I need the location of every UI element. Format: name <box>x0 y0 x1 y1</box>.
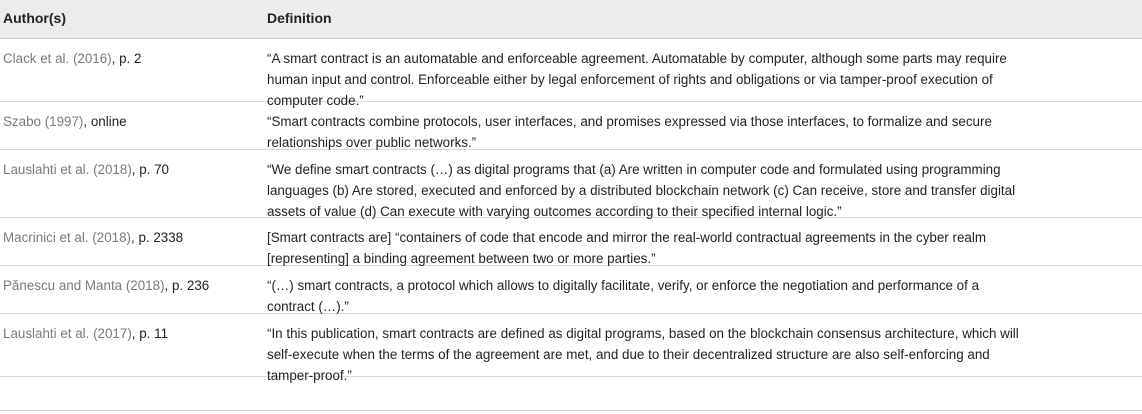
definition-line: [Smart contracts are] “containers of code that encode and mirror the real-world contractual agreements in the cyber realm <box>267 230 986 245</box>
definition-line: assets of value (d) Can execute with varying outcomes according to their specified internal logic.” <box>267 204 842 219</box>
definition-line: “Smart contracts combine protocols, user interfaces, and promises expressed via those interfaces, to formalize and secure <box>267 114 992 129</box>
author-page-ref: , p. 70 <box>131 162 170 177</box>
definition-line: tamper-proof.” <box>267 368 352 383</box>
table-row <box>0 150 1142 218</box>
author-citation-link[interactable]: Lauslahti et al. (2018) <box>3 162 132 177</box>
definition-cell <box>267 159 1137 222</box>
definition-line: contract (…).” <box>267 299 349 314</box>
definition-cell <box>267 323 1137 386</box>
definition-line: computer code.” <box>267 93 364 108</box>
author-citation-link[interactable]: Clack et al. (2016) <box>3 51 112 66</box>
definition-line: self-execute when the terms of the agreement are met, and due to their decentralized structure are also self-enforcing and <box>267 347 990 362</box>
definition-line: “(…) smart contracts, a protocol which allows to digitally facilitate, verify, or enforce the negotiation and performance of a <box>267 278 980 293</box>
author-citation-link[interactable]: Pănescu and Manta (2018) <box>3 278 165 293</box>
author-cell <box>3 228 183 248</box>
author-citation-link[interactable]: Lauslahti et al. (2017) <box>3 326 132 341</box>
author-citation-link[interactable]: Szabo (1997) <box>3 114 84 129</box>
author-cell <box>3 276 209 296</box>
definition-line: relationships over public networks.” <box>267 135 477 150</box>
table-row <box>0 266 1142 314</box>
definition-line: “A smart contract is an automatable and enforceable agreement. Automatable by computer, although some parts may require <box>267 51 1007 66</box>
table-row <box>0 218 1142 266</box>
header-definition: Definition <box>267 10 332 26</box>
author-page-ref: , online <box>83 114 127 129</box>
definition-cell <box>267 227 1137 269</box>
definition-cell <box>267 111 1137 153</box>
definition-line: human input and control. Enforceable either by legal enforcement of rights and obligations or via tamper-proof execution of <box>267 72 993 87</box>
table-header <box>0 0 1142 39</box>
author-page-ref: , p. 2 <box>111 51 142 66</box>
author-page-ref: , p. 11 <box>131 326 169 341</box>
definition-line: “We define smart contracts (…) as digital programs that (a) Are written in computer code and formulated using programming <box>267 162 1001 177</box>
author-cell <box>3 49 141 69</box>
author-page-ref: , p. 2338 <box>131 230 184 245</box>
definition-line: [representing] a binding agreement between two or more parties.” <box>267 251 656 266</box>
author-page-ref: , p. 236 <box>164 278 210 293</box>
author-citation-link[interactable]: Macrinici et al. (2018) <box>3 230 132 245</box>
definition-line: languages (b) Are stored, executed and enforced by a distributed blockchain network (c) Can receive, store and transfer digital <box>267 183 1016 198</box>
author-cell <box>3 160 169 180</box>
table-body <box>0 39 1142 383</box>
table-row <box>0 314 1142 383</box>
author-cell <box>3 112 127 132</box>
author-cell <box>3 324 168 344</box>
table-row <box>0 39 1142 108</box>
table-row <box>0 102 1142 150</box>
table-bottom-rule <box>0 410 1142 411</box>
header-author: Author(s) <box>3 10 66 26</box>
definition-cell <box>267 275 1137 317</box>
definition-line: “In this publication, smart contracts are defined as digital programs, based on the blockchain consensus architecture, which will <box>267 326 1019 341</box>
